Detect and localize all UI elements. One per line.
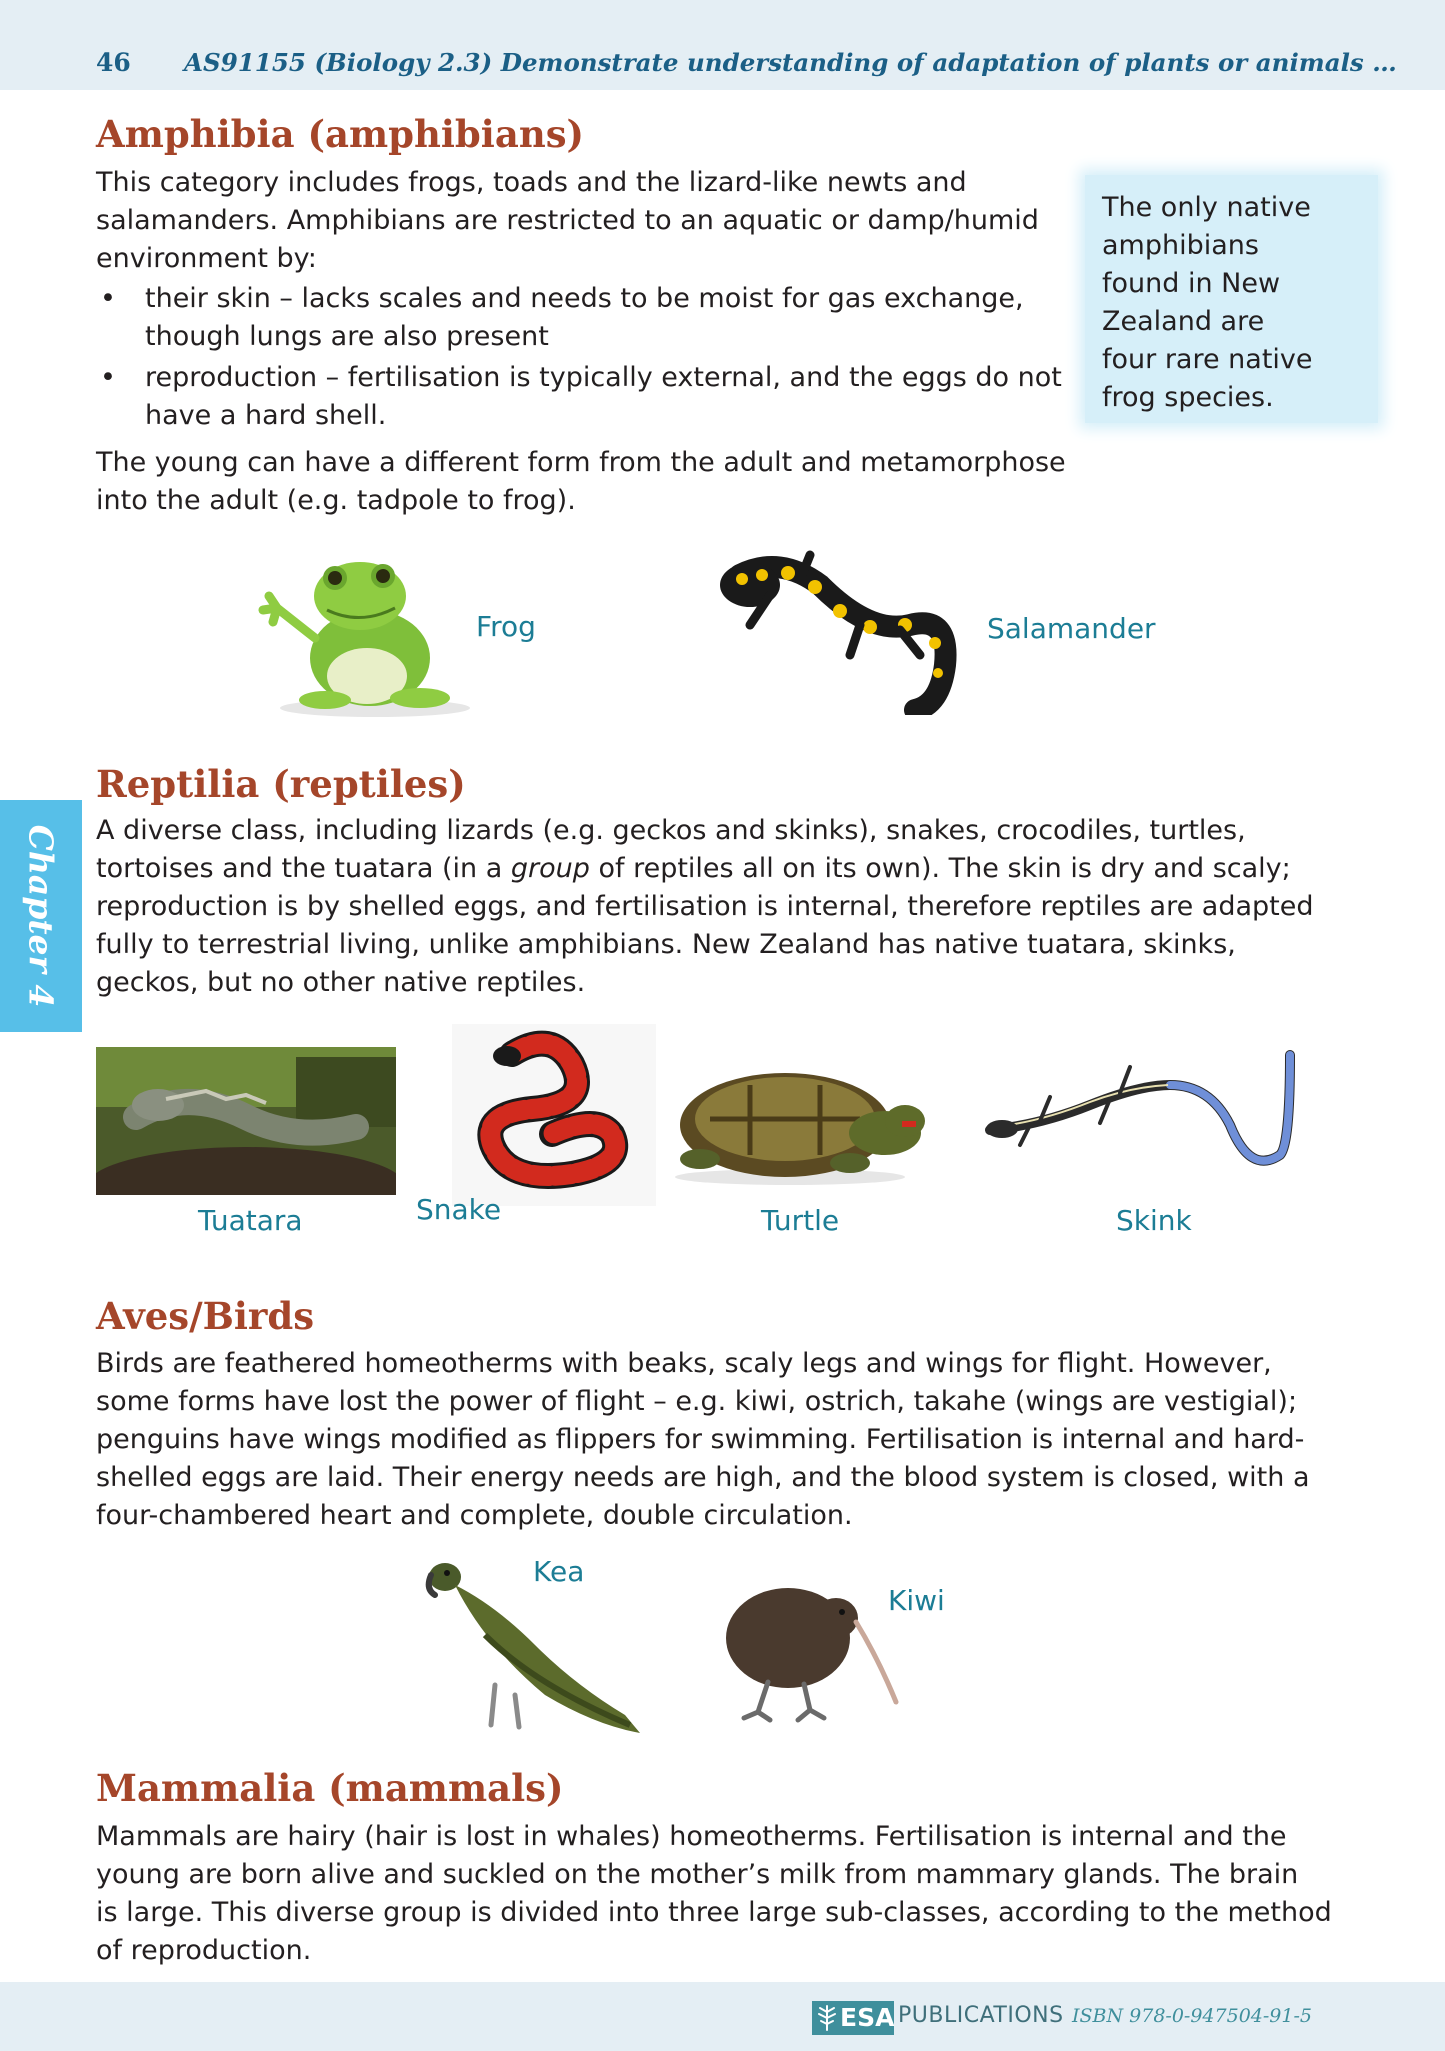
sidebox-line: four rare native bbox=[1102, 344, 1313, 375]
sidebox-line: The only native bbox=[1102, 192, 1311, 223]
aves-paragraph bbox=[96, 1345, 1396, 1535]
sidebox-line: amphibians bbox=[1102, 230, 1259, 261]
turtle-image bbox=[670, 1055, 945, 1185]
aves-line: shelled eggs are laid. Their energy needs are high, and the blood system is closed, with a bbox=[96, 1462, 1310, 1493]
chapter-tab bbox=[0, 800, 82, 1032]
turtle-caption: Turtle bbox=[761, 1204, 840, 1237]
bullet-line: their skin – lacks scales and needs to be moist for gas exchange, bbox=[145, 283, 1024, 314]
kiwi-caption: Kiwi bbox=[888, 1584, 945, 1617]
kea-caption: Kea bbox=[533, 1555, 585, 1588]
aves-line: some forms have lost the power of flight – e.g. kiwi, ostrich, takahe (wings are vestigial); bbox=[96, 1386, 1298, 1417]
frog-image bbox=[255, 548, 487, 720]
reptilia-line: geckos, but no other native reptiles. bbox=[96, 967, 586, 998]
reptilia-line: tortoises and the tuatara (in a group of reptiles all on its own). The skin is dry and scaly; bbox=[96, 853, 1291, 884]
bullet-line: have a hard shell. bbox=[145, 400, 387, 431]
amphibia-intro-line: environment by: bbox=[96, 243, 317, 274]
esa-logo bbox=[812, 2001, 894, 2035]
sidebox-line: found in New bbox=[1102, 268, 1281, 299]
mammalia-line: Mammals are hairy (hair is lost in whales) homeotherms. Fertilisation is internal and the bbox=[96, 1821, 1287, 1852]
amphibia-outro-line: into the adult (e.g. tadpole to frog). bbox=[96, 485, 576, 516]
mammalia-heading: Mammalia (mammals) bbox=[96, 1766, 564, 1810]
reptilia-line: reproduction is by shelled eggs, and fertilisation is internal, therefore reptiles are adapted bbox=[96, 891, 1314, 922]
isbn: ISBN 978-0-947504-91-5 bbox=[1072, 2005, 1312, 2027]
kiwi-image bbox=[718, 1578, 903, 1728]
esa-logo-text: ESA bbox=[840, 2003, 895, 2032]
sidebox-text bbox=[1102, 189, 1313, 417]
sidebox-line: frog species. bbox=[1102, 382, 1274, 413]
sidebox-line: Zealand are bbox=[1102, 306, 1265, 337]
amphibia-bullet-list bbox=[96, 280, 1062, 438]
mammalia-line: of reproduction. bbox=[96, 1935, 312, 1966]
mammalia-paragraph bbox=[96, 1818, 1396, 1970]
amphibia-intro-line: This category includes frogs, toads and the lizard-like newts and bbox=[96, 167, 967, 198]
mammalia-line: is large. This diverse group is divided into three large sub-classes, according to the method bbox=[96, 1897, 1332, 1928]
page-number: 46 bbox=[96, 48, 131, 77]
reptilia-line: A diverse class, including lizards (e.g. geckos and skinks), snakes, crocodiles, turtles, bbox=[96, 815, 1246, 846]
emphasis-group: group bbox=[510, 853, 590, 884]
salamander-caption: Salamander bbox=[987, 612, 1156, 645]
skink-caption: Skink bbox=[1116, 1204, 1192, 1237]
salamander-image bbox=[710, 545, 965, 715]
running-title: AS91155 (Biology 2.3) Demonstrate understanding of adaptation of plants or animals … bbox=[184, 48, 1397, 77]
info-sidebox bbox=[1085, 175, 1378, 423]
tree-icon bbox=[816, 2004, 838, 2032]
chapter-label: Chapter 4 bbox=[21, 824, 61, 1008]
amphibia-outro bbox=[96, 444, 1066, 520]
skink-image bbox=[980, 1045, 1295, 1195]
aves-line: Birds are feathered homeotherms with beaks, scaly legs and wings for flight. However, bbox=[96, 1348, 1272, 1379]
bullet-line: reproduction – fertilisation is typically external, and the eggs do not bbox=[145, 362, 1062, 393]
aves-heading: Aves/Birds bbox=[96, 1294, 315, 1338]
mammalia-line: young are born alive and suckled on the mother’s milk from mammary glands. The brain bbox=[96, 1859, 1299, 1890]
publisher-name: PUBLICATIONS bbox=[898, 2003, 1064, 2028]
aves-line: four-chambered heart and complete, double circulation. bbox=[96, 1500, 853, 1531]
tuatara-image bbox=[96, 1047, 396, 1195]
amphibia-outro-line: The young can have a different form from the adult and metamorphose bbox=[96, 447, 1066, 478]
reptilia-line: fully to terrestrial living, unlike amphibians. New Zealand has native tuatara, skinks, bbox=[96, 929, 1236, 960]
amphibia-intro-line: salamanders. Amphibians are restricted to an aquatic or damp/humid bbox=[96, 205, 1039, 236]
snake-caption: Snake bbox=[416, 1193, 502, 1226]
frog-caption: Frog bbox=[476, 610, 536, 643]
snake-image bbox=[452, 1024, 656, 1206]
reptilia-heading: Reptilia (reptiles) bbox=[96, 762, 466, 806]
bullet-item bbox=[96, 280, 1056, 356]
amphibia-heading: Amphibia (amphibians) bbox=[96, 112, 585, 156]
aves-line: penguins have wings modified as flippers for swimming. Fertilisation is internal and hard- bbox=[96, 1424, 1305, 1455]
tuatara-caption: Tuatara bbox=[198, 1204, 303, 1237]
reptilia-paragraph bbox=[96, 812, 1396, 1002]
bullet-item bbox=[96, 359, 1062, 435]
bullet-line: though lungs are also present bbox=[145, 321, 549, 352]
amphibia-intro bbox=[96, 164, 1056, 278]
